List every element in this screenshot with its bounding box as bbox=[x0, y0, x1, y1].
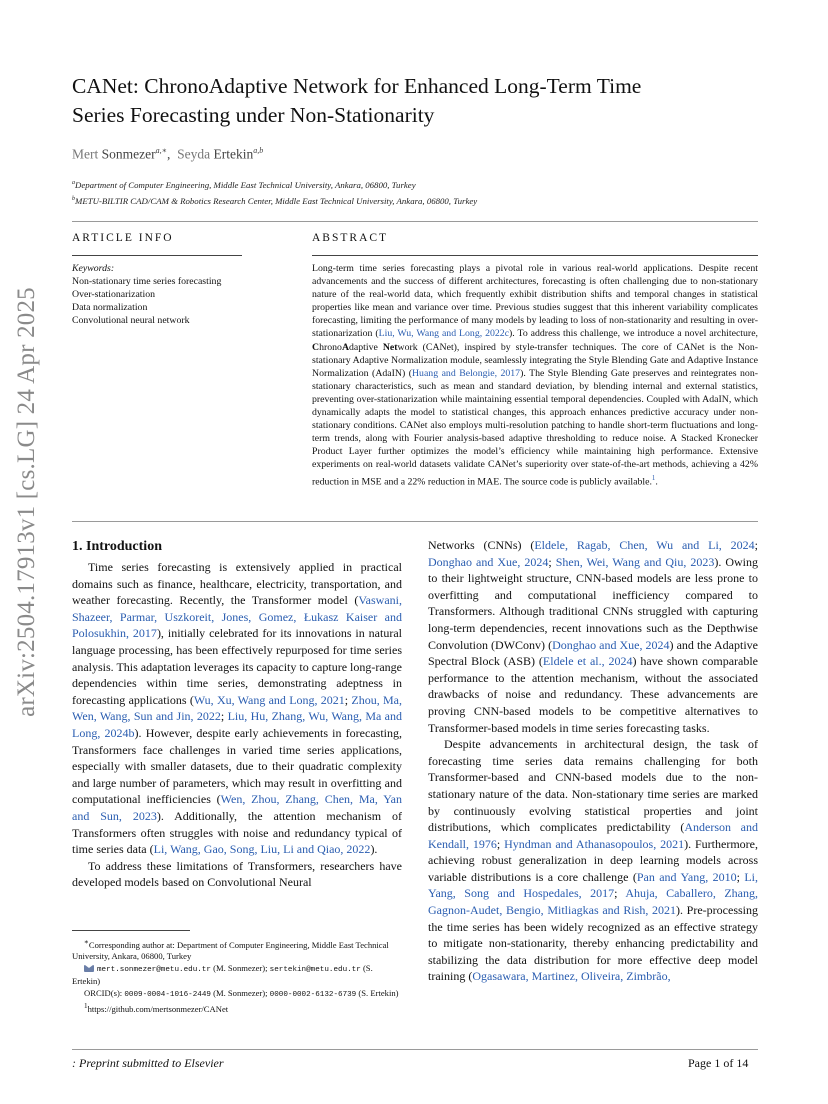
keyword-item: Convolutional neural network bbox=[72, 315, 190, 326]
body-text: ), initially celebrated for its innovations in natural language processing, has been effectively repurposed for time series analysis. This adaptation leverages its capacity to capture long-range dependencies within time series, demonstrating adeptness in forecasting applications ( bbox=[72, 626, 402, 707]
abstract-body bbox=[312, 262, 758, 488]
acronym-bold: Net bbox=[382, 341, 398, 353]
keyword-item: Over-stationarization bbox=[72, 289, 156, 300]
abstract-heading: ABSTRACT bbox=[312, 232, 389, 244]
keyword-item: Non-stationary time series forecasting bbox=[72, 276, 222, 287]
citation-link[interactable]: Eldele, Ragab, Chen, Wu and Li, 2024 bbox=[534, 538, 755, 552]
abstract-text: hrono bbox=[319, 341, 342, 353]
citation-link[interactable]: Huang and Belongie, 2017 bbox=[411, 367, 521, 379]
arxiv-sidebar-stamp bbox=[4, 287, 50, 717]
orcid-id[interactable]: 0009-0004-1016-2449 bbox=[124, 990, 211, 999]
footnote-mark: 1 bbox=[84, 1002, 88, 1011]
keywords-block bbox=[72, 262, 302, 327]
body-text: ; bbox=[614, 886, 626, 901]
body-text: ). Furthermore, achieving robust generalization in deep learning models across variable distributions is a core challenge ( bbox=[428, 836, 758, 884]
affiliation-b-text: METU-BILTIR CAD/CAM & Robotics Research Center, Middle East Technical University, Ankara, 06800, Turkey bbox=[75, 196, 478, 206]
body-text: ). Owing to their lightweight structure, CNN-based models are less prone to overfitting and computational inefficiency compared to Transformers. Although traditional CNNs struggled with capturing long-term dependencies, recent innovations such as the Depthwise Convolution (DWConv) ( bbox=[428, 554, 758, 652]
author-2-last: Ertekin bbox=[213, 146, 254, 162]
body-text: ; bbox=[736, 869, 745, 884]
author-2-first[interactable]: Seyda bbox=[177, 146, 211, 162]
author-2-sup: a,b bbox=[253, 146, 264, 155]
body-text: To address these limitations of Transformers, researchers have developed models based on Convolutional Neural bbox=[72, 858, 402, 890]
footer-divider bbox=[72, 1049, 758, 1050]
body-text: ). bbox=[370, 842, 378, 857]
citation-link[interactable]: Li, Wang, Gao, Song, Liu, Li and Qiao, 2022 bbox=[153, 842, 371, 857]
citation-link[interactable]: Li, Yang, Song and Hospedales, 2017 bbox=[428, 869, 759, 901]
body-text: ). Pre-processing the time series has been widely recognized as an effective strategy to mitigate non-stationarity, thereby enhancing predictability and stabilizing the data distribution for more effective deep model training ( bbox=[428, 903, 759, 984]
citation-link[interactable]: Wen, Zhou, Zhang, Chen, Ma, Yan and Sun, 2023 bbox=[72, 792, 402, 823]
author-1-last: Sonmezer bbox=[101, 146, 156, 162]
footnote-text: ORCID(s): bbox=[84, 987, 125, 998]
orcid-id[interactable]: 0000-0002-6132-6739 bbox=[269, 990, 357, 999]
footnote-text: (M. Sonmezer); bbox=[210, 962, 270, 973]
citation-link[interactable]: Liu, Wu, Wang and Long, 2022c bbox=[378, 328, 510, 340]
keyword-item: Data normalization bbox=[72, 302, 148, 313]
author-1-sup: a,∗ bbox=[155, 146, 168, 155]
email-link[interactable]: mert.sonmezer@metu.edu.tr bbox=[97, 965, 211, 974]
body-text: ). Additionally, the attention mechanism of Transformers often struggles with noise and redundancy typical of time series data ( bbox=[72, 808, 403, 857]
citation-link[interactable]: Liu, Hu, Zhang, Wu, Wang, Ma and Long, 2024b bbox=[72, 709, 403, 740]
affiliation-a-mark: a bbox=[72, 180, 75, 187]
body-text: Networks (CNNs) ( bbox=[428, 538, 535, 552]
body-text: ; bbox=[548, 554, 556, 569]
body-text: Time series forecasting is extensively applied in practical domains such as finance, healthcare, electricity, transportation, and weather forecasting. Recently, the Transformer model ( bbox=[72, 560, 402, 608]
citation-link[interactable]: Zhou, Ma, Wen, Wang, Sun and Jin, 2022 bbox=[72, 692, 402, 724]
body-text: ; bbox=[496, 836, 505, 851]
citation-link[interactable]: Wu, Xu, Wang and Long, 2021 bbox=[193, 692, 345, 707]
header-divider bbox=[72, 221, 758, 222]
paper-title bbox=[72, 72, 772, 130]
citation-link[interactable]: Ahuja, Caballero, Zhang, Gagnon-Audet, Bengio, Mitliagkas and Rish, 2021 bbox=[428, 886, 758, 918]
right-column-body bbox=[428, 537, 758, 985]
footnotes-block bbox=[72, 937, 402, 1016]
citation-link[interactable]: Eldele et al., 2024 bbox=[542, 654, 633, 669]
arxiv-id-text: arXiv:2504.17913v1 [cs.LG] 24 Apr 2025 bbox=[13, 287, 40, 717]
article-info-rule bbox=[72, 255, 242, 256]
abstract-divider bbox=[72, 521, 758, 522]
affiliation-b-mark: b bbox=[72, 196, 75, 203]
left-column-body bbox=[72, 559, 402, 891]
source-code-note bbox=[72, 1001, 402, 1015]
footnote-text: (M. Sonmezer); bbox=[210, 987, 270, 998]
abstract-rule bbox=[312, 255, 758, 256]
intro-paragraph-2 bbox=[72, 858, 402, 891]
page-number: Page 1 of 14 bbox=[688, 1056, 749, 1070]
keywords-label: Keywords: bbox=[72, 263, 115, 274]
orcid-note bbox=[72, 988, 402, 1002]
footnote-rule bbox=[72, 930, 190, 931]
citation-link[interactable]: Hyndman and Athanasopoulos, 2021 bbox=[504, 836, 685, 851]
email-note bbox=[72, 963, 402, 988]
section-heading-introduction: 1. Introduction bbox=[72, 539, 162, 554]
title-line-1: CANet: ChronoAdaptive Network for Enhanced Long-Term Time bbox=[72, 74, 642, 98]
abstract-text: ). To address this challenge, we introduce a novel architecture, bbox=[509, 328, 758, 340]
intro-paragraph-3 bbox=[428, 736, 758, 985]
citation-link[interactable]: Anderson and Kendall, 1976 bbox=[428, 820, 759, 851]
affiliation-a-text: Department of Computer Engineering, Middle East Technical University, Ankara, 06800, Turkey bbox=[75, 180, 416, 190]
footnote-mark: ∗ bbox=[84, 938, 89, 946]
body-text: ). However, despite early achievements in forecasting, Transformers face challenges in varied time series applications, especially with smaller datasets, due to their quadratic complexity and large number of parameters, which may result in overfitting and computational inefficiencies ( bbox=[72, 725, 402, 807]
body-text: ) have shown comparable performance to the attention mechanism, without the associated drawbacks of noise and redundancy. These advancements are proving CNN-based models to be competitive alternatives to Transformer-based models in time series forecasting tasks. bbox=[428, 654, 759, 735]
citation-link[interactable]: Donghao and Xue, 2024 bbox=[428, 554, 549, 569]
abstract-text: . bbox=[655, 475, 658, 487]
author-separator: , bbox=[167, 146, 171, 162]
footnote-ref[interactable]: 1 bbox=[651, 473, 656, 482]
corresponding-author-note bbox=[72, 937, 402, 963]
body-text: ) and the Adaptive Spectral Block (ASB) ( bbox=[428, 637, 758, 669]
affiliation-a bbox=[72, 180, 416, 190]
article-info-heading: ARTICLE INFO bbox=[72, 232, 174, 244]
citation-link[interactable]: Pan and Yang, 2010 bbox=[636, 869, 737, 884]
preprint-note: : Preprint submitted to Elsevier bbox=[72, 1056, 224, 1070]
body-text: Despite advancements in architectural design, the task of forecasting time series data remains challenging for both Transformer-based and CNN-based models due to the non-stationary nature of the data. Non-stationary time series are marked by continuously evolving statistical properties and joint distributions, which complicates predictability ( bbox=[428, 737, 758, 835]
abstract-text: ). The Style Blending Gate preserves and reintegrates non-stationary characteristics, such as mean and standard deviation, by blending internal and external statistics, preventing over-stationarization while maintaining essential temporal dependencies. Coupled with AdaIN, which dynamically adapts the model to statistical changes, this approach enhances predictive accuracy under non-stationary conditions. CANet also employs multi-resolution patching to handle short-term fluctuations and long-term trends, along with Fourier analysis-based adaptive thresholding to reduce noise. A Stacked Kronecker Product Layer further optimizes the model’s efficiency while maintaining high performance. Extensive experiments on real-world datasets validate CANet’s superiority over state-of-the-art methods, achieving a 42% reduction in MSE and a 22% reduction in MAE. The source code is publicly available. bbox=[312, 367, 758, 487]
author-list bbox=[72, 146, 263, 163]
footnote-text: (S. Ertekin) bbox=[356, 987, 399, 998]
abstract-text: Long-term time series forecasting plays a pivotal role in various real-world applications. Despite recent advancements and the success of different architectures, forecasting is often challenging due to non-stationary nature of the real-world data, which frequently exhibit distribution shifts and temporal changes in statistical properties like mean and variance over time. Previous studies suggest that this inherent variability complicates forecasting, limiting the performance of many models by leading to loss of non-stationarity and resulting in over-stationarization ( bbox=[312, 263, 758, 340]
citation-link[interactable]: Ogasawara, Martinez, Oliveira, Zimbrão, bbox=[472, 969, 671, 984]
body-text: ; bbox=[220, 709, 228, 724]
citation-link[interactable]: Vaswani, Shazeer, Parmar, Uszkoreit, Jones, Gomez, Łukasz Kaiser and Polosukhin, 2017 bbox=[72, 593, 402, 641]
title-line-2: Series Forecasting under Non-Stationarity bbox=[72, 103, 435, 127]
envelope-icon bbox=[84, 965, 94, 972]
body-text: ; bbox=[754, 538, 758, 552]
footnote-text: (S. Ertekin) bbox=[72, 962, 373, 987]
acronym-bold: A bbox=[341, 341, 350, 353]
email-link[interactable]: sertekin@metu.edu.tr bbox=[269, 965, 361, 974]
footnote-text: Corresponding author at: Department of Computer Engineering, Middle East Technical University, Ankara, 06800, Turkey bbox=[72, 939, 389, 962]
citation-link[interactable]: Shen, Wei, Wang and Qiu, 2023 bbox=[555, 554, 715, 569]
intro-paragraph-1 bbox=[72, 559, 402, 858]
abstract-text: work (CANet), inspired by style-transfer techniques. The core of CANet is the Non-stationary Adaptive Normalization module, seamlessly integrating the Style Blending Gate and Adaptive Instance Normalization (AdaIN) ( bbox=[312, 341, 758, 379]
source-code-url[interactable]: https://github.com/mertsonmezer/CANet bbox=[87, 1004, 229, 1015]
affiliation-b bbox=[72, 196, 477, 206]
author-1-first[interactable]: Mert bbox=[72, 146, 99, 162]
abstract-text: daptive bbox=[349, 341, 383, 353]
acronym-bold: C bbox=[312, 341, 320, 353]
body-text: ; bbox=[344, 692, 352, 707]
intro-paragraph-continued bbox=[428, 537, 758, 736]
citation-link[interactable]: Donghao and Xue, 2024 bbox=[552, 637, 670, 652]
